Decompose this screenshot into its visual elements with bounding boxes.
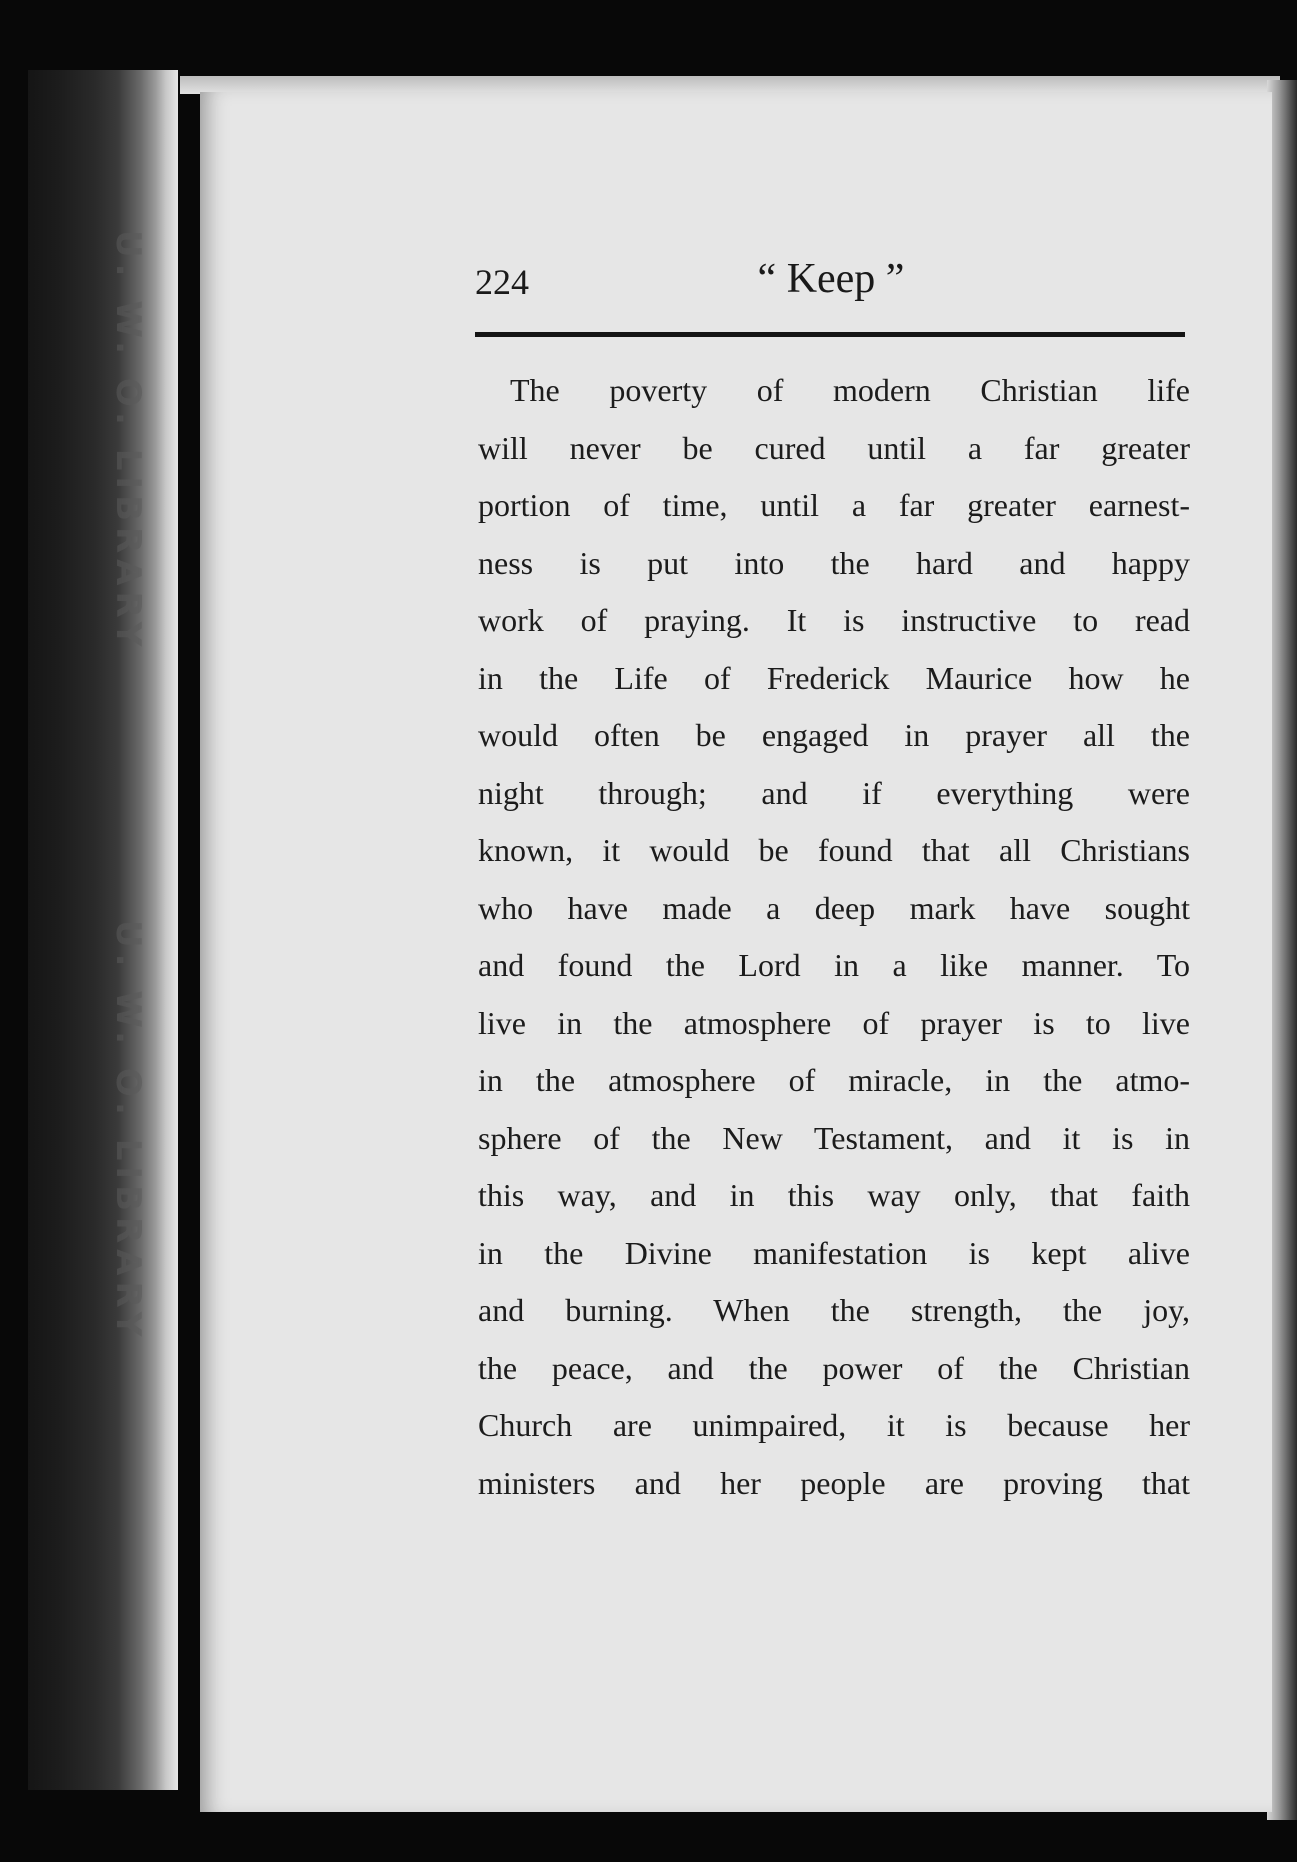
text-line: ministers and her people are proving that: [478, 1464, 1190, 1501]
text-line: and found the Lord in a like manner. To: [478, 947, 1190, 983]
text-line: the peace, and the power of the Christian: [478, 1349, 1190, 1386]
text-line: work of praying. It is instructive to read: [478, 602, 1190, 638]
text-line: ness is put into the hard and happy: [478, 544, 1190, 581]
text-line: Church are unimpaired, it is because her: [478, 1407, 1190, 1443]
text-line: and burning. When the strength, the joy,: [478, 1292, 1190, 1328]
page-number: 224: [475, 262, 529, 302]
library-stamp-bottom: U. W. O. LIBRARY: [108, 920, 148, 1343]
text-line: live in the atmosphere of prayer is to live: [478, 1004, 1190, 1041]
text-line: known, it would be found that all Christians: [478, 832, 1190, 868]
text-line: in the Divine manifestation is kept alive: [478, 1234, 1190, 1271]
text-line: night through; and if everything were: [478, 774, 1190, 811]
text-line: in the atmosphere of miracle, in the atmo-: [478, 1062, 1190, 1098]
body-text: [478, 362, 1190, 1512]
text-line: would often be engaged in prayer all the: [478, 717, 1190, 753]
text-line: portion of time, until a far greater earnest-: [478, 487, 1190, 523]
page-header: [475, 255, 1187, 315]
text-line: who have made a deep mark have sought: [478, 889, 1190, 926]
running-head: “ Keep ”: [757, 256, 905, 302]
header-rule: [475, 332, 1185, 337]
text-line: will never be cured until a far greater: [478, 429, 1190, 466]
text-line: The poverty of modern Christian life: [510, 372, 1190, 408]
library-stamp-top: U. W. O. LIBRARY: [108, 230, 148, 653]
text-line: sphere of the New Testament, and it is in: [478, 1119, 1190, 1156]
text-line: in the Life of Frederick Maurice how he: [478, 659, 1190, 696]
text-line: this way, and in this way only, that faith: [478, 1177, 1190, 1213]
